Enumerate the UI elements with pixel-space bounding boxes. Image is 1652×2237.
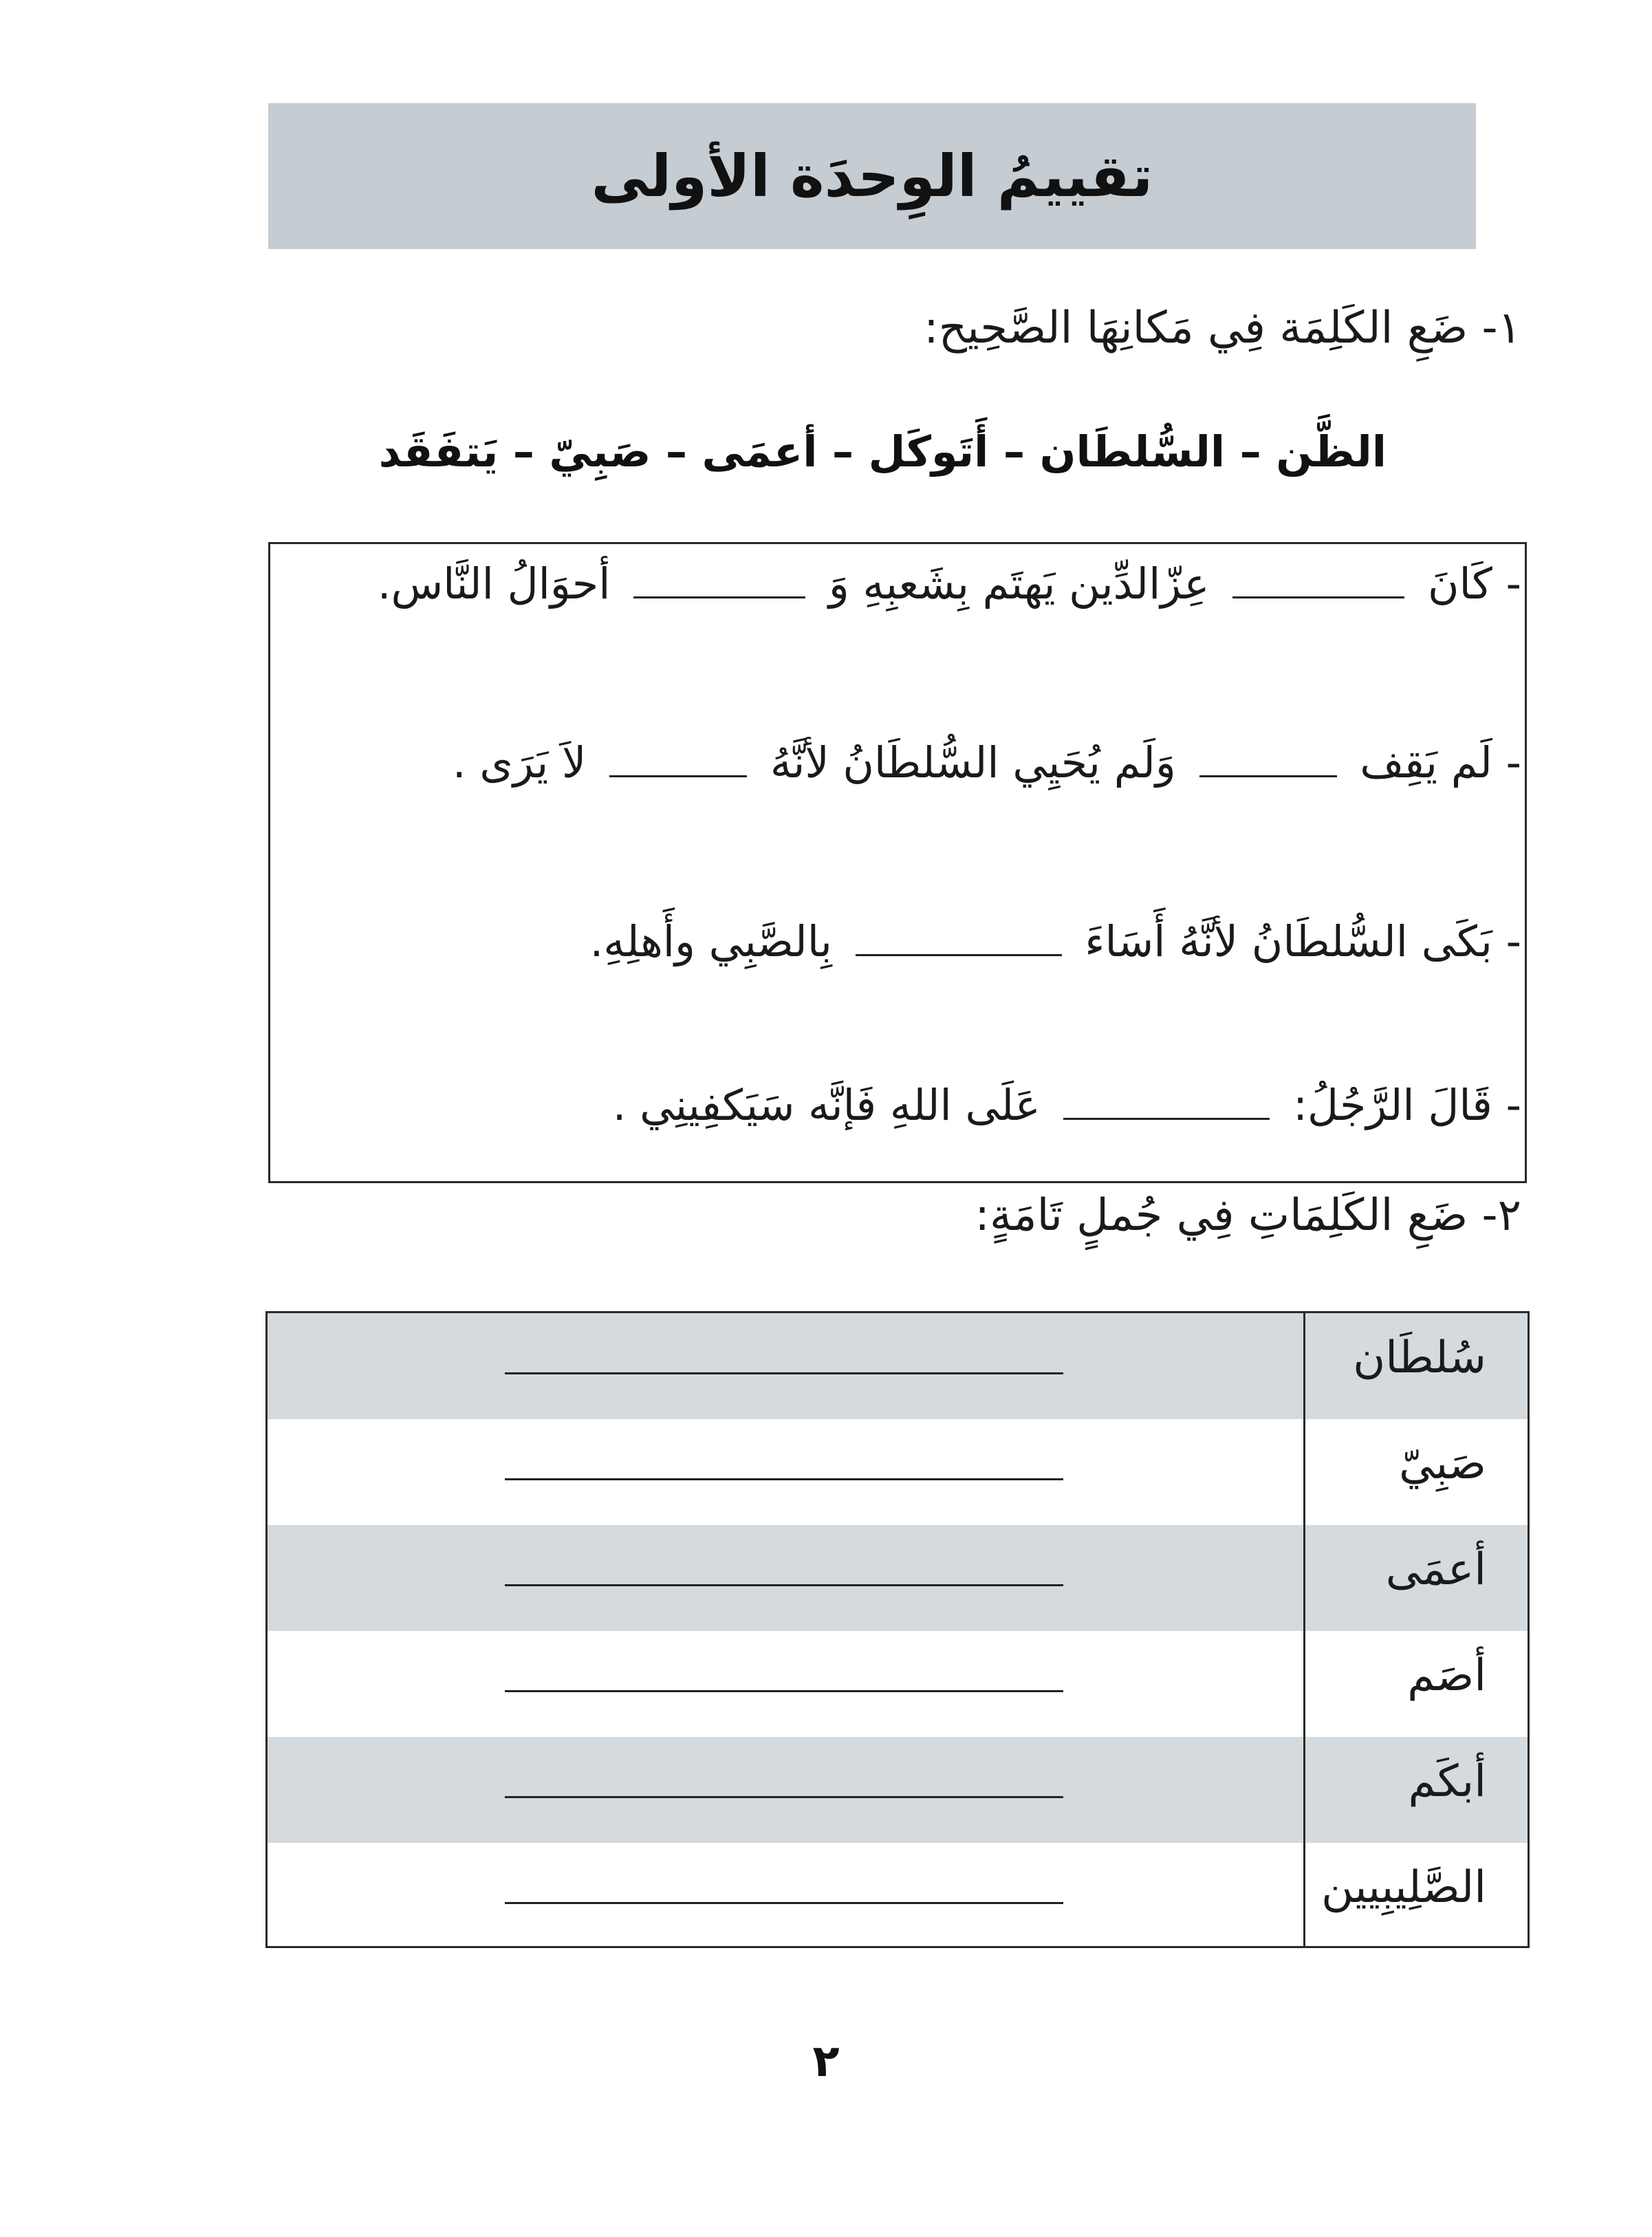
sentence-text: أحوَالُ النَّاس. <box>377 559 611 609</box>
sentence-dash: - <box>1506 1080 1521 1130</box>
sentence-text: بِالصَّبِي وأَهلِهِ. <box>589 916 832 966</box>
row-word: سُلطَان <box>1353 1332 1486 1383</box>
sentence-text: عِزّالدِّين يَهتَم بِشَعبِهِ وَ <box>828 559 1210 609</box>
sentence-text: لَم يَقِف <box>1360 737 1492 788</box>
sentence-text: قَالَ الرَّجُلُ: <box>1293 1080 1492 1130</box>
sentence-text: عَلَى اللهِ فَإنَّه سَيَكفِينِي . <box>612 1080 1041 1130</box>
table-row <box>268 1843 1528 1948</box>
page-title: تقييمُ الوِحدَة الأولى <box>591 142 1153 210</box>
word-bank: الظَّن – السُّلطَان – أَتَوكَل – أعمَى – صَبِيّ – يَتفَقَد <box>378 426 1387 477</box>
title-banner <box>268 103 1476 249</box>
page-number: ٢ <box>812 2036 840 2087</box>
sentence-2 <box>453 737 1521 788</box>
sentence-text: وَلَم يُحَيِي السُّلطَانُ لأنَّهُ <box>770 737 1176 788</box>
sentence-text: كَانَ <box>1427 559 1492 609</box>
sentence-dash: - <box>1506 737 1521 788</box>
blank-field[interactable] <box>1063 1112 1270 1120</box>
sentence-text: لاَ يَرَى . <box>452 737 587 788</box>
blank-field[interactable] <box>633 591 805 598</box>
table-row <box>268 1525 1528 1631</box>
blank-field[interactable] <box>1232 591 1404 598</box>
table-row <box>268 1631 1528 1737</box>
table-row <box>268 1419 1528 1525</box>
answer-line[interactable] <box>505 1584 1063 1586</box>
row-word: الصَّلِيبِيين <box>1321 1862 1486 1913</box>
sentence-dash: - <box>1506 559 1521 609</box>
answer-line[interactable] <box>505 1902 1063 1904</box>
blank-field[interactable] <box>609 770 747 777</box>
row-word: أعمَى <box>1385 1544 1486 1595</box>
answer-line[interactable] <box>505 1796 1063 1798</box>
row-word: أبكَم <box>1408 1756 1486 1807</box>
blank-field[interactable] <box>856 949 1062 956</box>
answer-line[interactable] <box>505 1478 1063 1480</box>
sentence-1 <box>378 559 1521 609</box>
column-divider <box>1303 1313 1305 1946</box>
question-2-heading: ٢- ضَعِ الكَلِمَاتِ فِي جُملٍ تَامَةٍ: <box>975 1190 1521 1241</box>
sentence-text: بَكَى السُّلطَانُ لأنَّهُ أَسَاءَ <box>1085 916 1492 966</box>
sentence-4 <box>613 1080 1521 1130</box>
sentence-3 <box>590 916 1521 966</box>
table-row <box>268 1313 1528 1419</box>
table-row <box>268 1737 1528 1843</box>
question-1-heading: ١- ضَعِ الكَلِمَة فِي مَكانِهَا الصَّحِيح: <box>924 303 1521 354</box>
blank-field[interactable] <box>1199 770 1337 777</box>
row-word: صَبِيّ <box>1399 1438 1486 1489</box>
sentence-dash: - <box>1506 916 1521 966</box>
words-table <box>265 1311 1530 1948</box>
answer-line[interactable] <box>505 1372 1063 1374</box>
row-word: أصَم <box>1407 1650 1486 1701</box>
answer-line[interactable] <box>505 1690 1063 1692</box>
